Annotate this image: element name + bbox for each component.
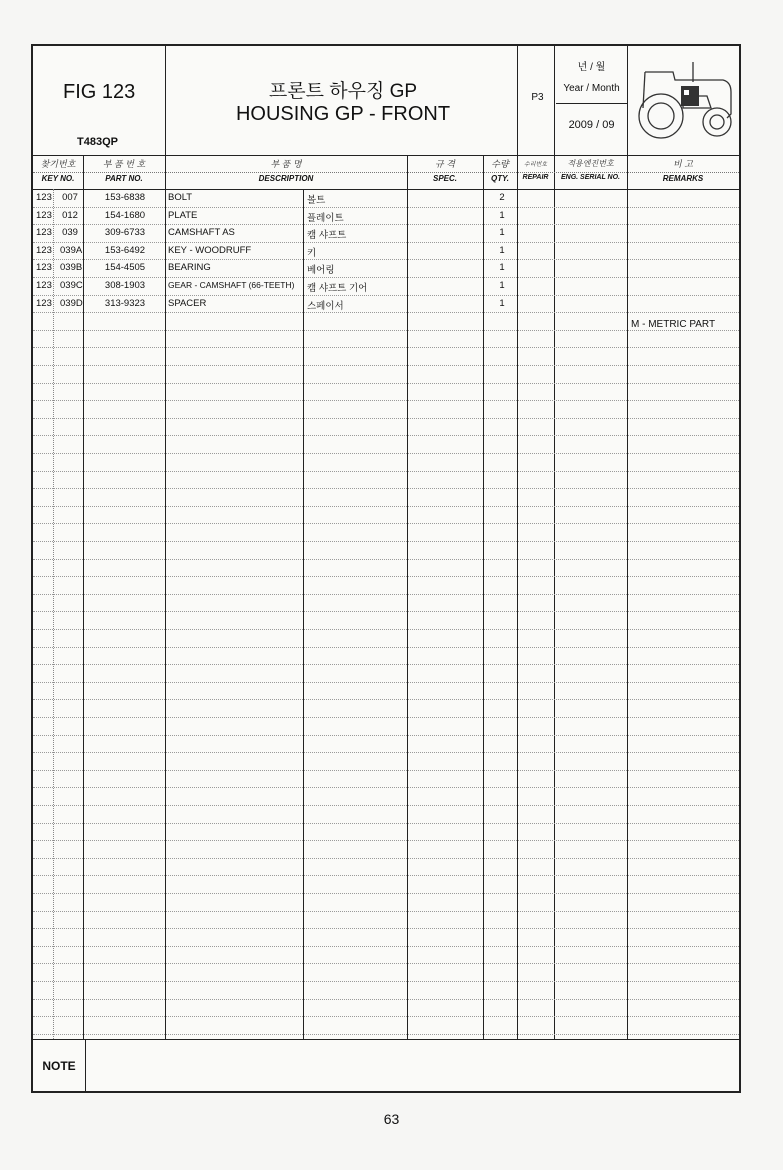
row-rule [33, 365, 739, 366]
col-key-ko: 찾기번호 [40, 159, 76, 169]
title-english: HOUSING GP - FRONT [235, 103, 451, 125]
col-spec [407, 155, 483, 189]
description-ko: 캠 샤프트 기어 [307, 283, 368, 294]
part-number: 154-4505 [104, 262, 146, 274]
issue-date: 2009 / 09 [568, 119, 615, 131]
col-serial [554, 155, 627, 189]
row-rule [33, 981, 739, 982]
fig-number: 123 [36, 209, 52, 221]
row-rule [33, 911, 739, 912]
note-label: NOTE [42, 1059, 76, 1073]
table-row [33, 224, 739, 242]
fig-number: 123 [36, 227, 52, 239]
row-rule [33, 752, 739, 753]
key-number: 039A [60, 244, 83, 256]
fig-number: 123 [36, 280, 52, 291]
page-code: P3 [531, 92, 544, 103]
col-part-ko: 부 품 번 호 [102, 159, 146, 169]
row-rule [33, 787, 739, 788]
table-row [33, 295, 739, 313]
table-row [33, 207, 739, 225]
quantity: 1 [499, 280, 505, 291]
row-rule [33, 875, 739, 876]
table-row [33, 242, 739, 260]
key-number: 012 [62, 209, 78, 221]
divider [165, 46, 166, 155]
tractor-icon [631, 52, 735, 146]
col-key-en: KEY NO. [41, 174, 75, 183]
note-box [33, 1039, 739, 1092]
year-month-box [556, 46, 627, 153]
part-number: 308-1903 [104, 280, 146, 291]
col-qty [483, 155, 517, 189]
col-part-en: PART NO. [105, 174, 143, 183]
description: GEAR - CAMSHAFT (66-TEETH) [168, 280, 295, 290]
description-ko: 스페이서 [307, 300, 344, 312]
row-rule [33, 893, 739, 894]
divider [627, 46, 628, 155]
col-serial-ko: 적용엔진번호 [567, 159, 614, 168]
row-rule [33, 629, 739, 630]
row-rule [33, 823, 739, 824]
row-rule [33, 383, 739, 384]
row-rule [33, 559, 739, 560]
table-row [33, 189, 739, 207]
part-number: 153-6838 [104, 192, 146, 203]
row-rule [33, 418, 739, 419]
col-desc-en: DESCRIPTION [258, 174, 314, 183]
description: BOLT [168, 192, 193, 203]
part-number: 313-9323 [104, 297, 146, 309]
row-rule [33, 682, 739, 683]
parts-table-body [33, 189, 739, 1039]
part-number: 154-1680 [104, 209, 146, 221]
col-key [33, 155, 83, 189]
col-repair-ko: 수리번호 [523, 162, 548, 168]
key-number: 039B [60, 262, 83, 274]
col-spec-en: SPEC. [432, 174, 457, 183]
row-rule [33, 946, 739, 947]
divider [556, 103, 627, 104]
row-rule [33, 453, 739, 454]
quantity: 2 [499, 192, 505, 203]
row-rule [33, 576, 739, 577]
row-rule [33, 1034, 739, 1035]
row-rule [33, 1016, 739, 1017]
title-korean: 프론트 하우징 GP [268, 81, 418, 102]
part-number: 309-6733 [104, 227, 146, 239]
table-row [33, 259, 739, 277]
key-number: 039C [60, 280, 83, 291]
figure-number: FIG 123 [63, 81, 136, 103]
year-month-label-ko: 년 / 월 [577, 62, 606, 73]
row-rule [33, 928, 739, 929]
fig-number: 123 [36, 244, 52, 256]
page-number: 63 [383, 1111, 400, 1127]
description-ko: 볼트 [307, 195, 326, 206]
quantity: 1 [499, 227, 505, 239]
row-rule [33, 471, 739, 472]
description-ko: 플레이트 [307, 212, 344, 224]
row-rule [33, 541, 739, 542]
key-number: 039D [60, 297, 83, 309]
row-rule [33, 699, 739, 700]
col-repair [517, 155, 554, 189]
description: CAMSHAFT AS [168, 227, 235, 239]
description: SPACER [168, 297, 207, 309]
row-rule [33, 805, 739, 806]
col-repair-en: REPAIR [522, 174, 549, 181]
row-rule [33, 611, 739, 612]
fig-number: 123 [36, 262, 52, 274]
key-number: 039 [62, 227, 78, 239]
row-rule [33, 594, 739, 595]
year-month-label-en: Year / Month [563, 83, 620, 94]
row-rule [33, 840, 739, 841]
table-row [33, 277, 739, 295]
quantity: 1 [499, 209, 505, 221]
fig-number: 123 [36, 297, 52, 309]
description-ko: 키 [307, 247, 317, 259]
quantity: 1 [499, 244, 505, 256]
description: BEARING [168, 262, 211, 274]
row-rule [33, 400, 739, 401]
row-rule [33, 488, 739, 489]
row-rule [33, 858, 739, 859]
description: KEY - WOODRUFF [168, 244, 252, 256]
parts-list-sheet [31, 44, 741, 1093]
quantity: 1 [499, 297, 505, 309]
row-rule [33, 647, 739, 648]
model-code: T483QP [77, 136, 118, 148]
divider [85, 1040, 86, 1092]
fig-number: 123 [36, 192, 52, 203]
key-number: 007 [62, 192, 78, 203]
description: PLATE [168, 209, 198, 221]
row-rule [33, 347, 739, 348]
col-desc-ko: 부 품 명 [270, 159, 302, 169]
col-qty-en: QTY. [491, 174, 509, 183]
quantity: 1 [499, 262, 505, 274]
row-rule [33, 735, 739, 736]
col-remarks [627, 155, 739, 189]
col-spec-ko: 규 격 [435, 159, 455, 169]
col-desc [165, 155, 407, 189]
col-serial-en: ENG. SERIAL NO. [561, 174, 620, 181]
column-header-row [33, 155, 739, 190]
row-rule [33, 435, 739, 436]
col-remarks-en: REMARKS [662, 174, 704, 183]
metric-remark: M - METRIC PART [631, 319, 716, 330]
row-rule [33, 312, 739, 313]
description-ko: 캠 샤프트 [307, 230, 347, 242]
row-rule [33, 664, 739, 665]
row-rule [33, 963, 739, 964]
col-part [83, 155, 165, 189]
col-qty-ko: 수량 [491, 159, 509, 169]
col-remarks-ko: 비 고 [673, 159, 693, 169]
row-rule [33, 717, 739, 718]
row-rule [33, 506, 739, 507]
header [33, 46, 739, 156]
part-number: 153-6492 [104, 244, 146, 256]
description-ko: 베어링 [307, 265, 335, 277]
row-rule [33, 999, 739, 1000]
row-rule [33, 770, 739, 771]
row-rule [33, 523, 739, 524]
